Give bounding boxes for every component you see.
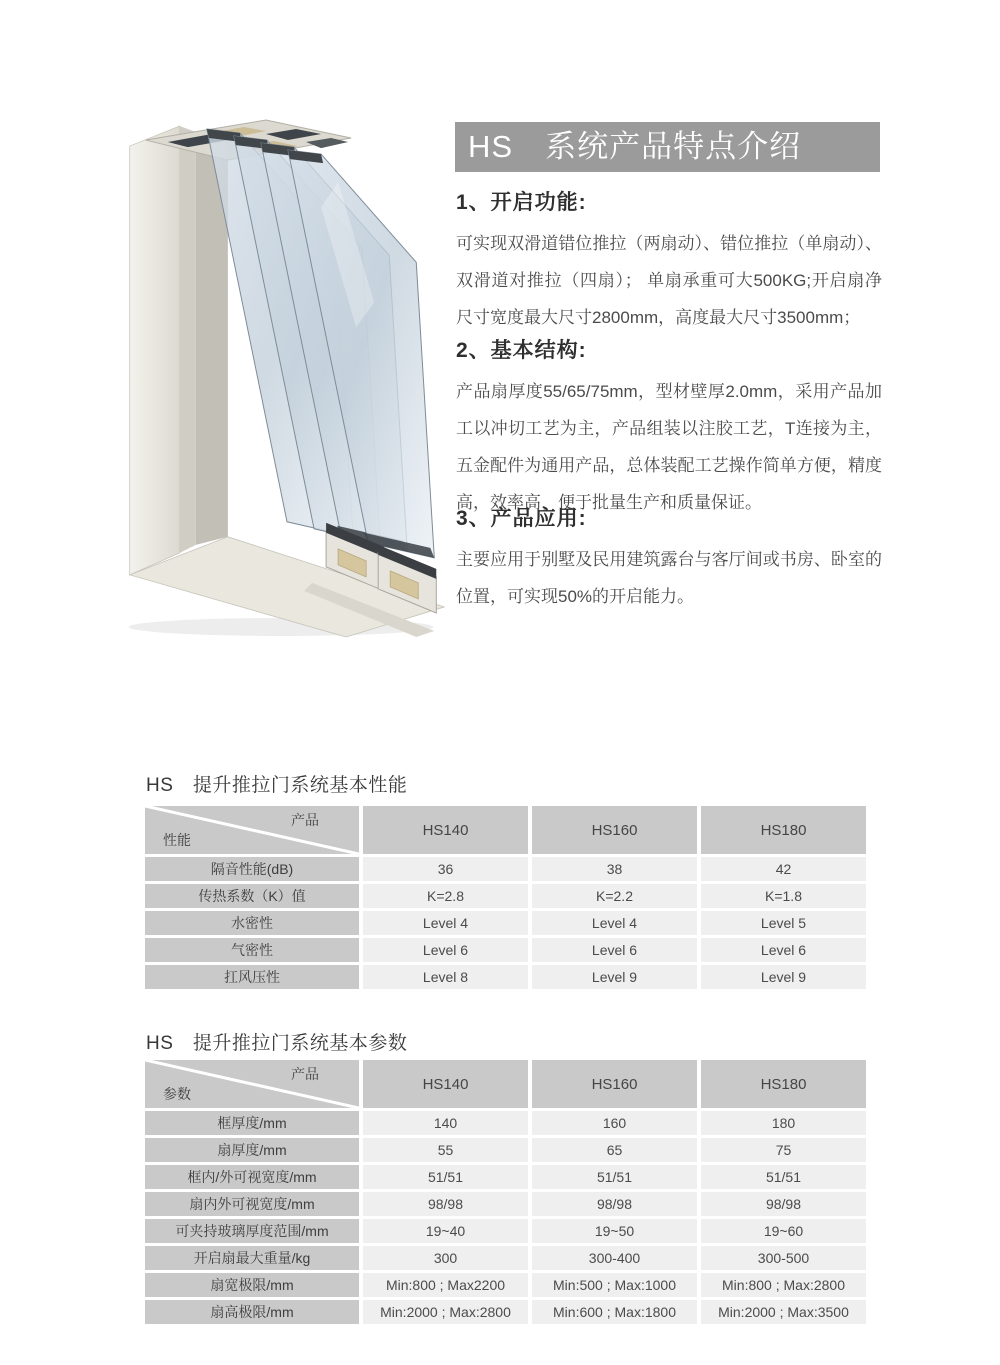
table-value: Level 4 (532, 911, 697, 935)
table-value: Min:2000 ; Max:3500 (701, 1300, 866, 1324)
table-value: Level 8 (363, 965, 528, 989)
section-opening-function (456, 186, 882, 336)
row-label: 扇宽极限/mm (145, 1273, 359, 1297)
corner-label-product: 产品 (291, 812, 319, 828)
table-value: K=1.8 (701, 884, 866, 908)
table-value: Level 6 (701, 938, 866, 962)
table-value: Min:600 ; Max:1800 (532, 1300, 697, 1324)
table-value: 300-500 (701, 1246, 866, 1270)
table-value: K=2.8 (363, 884, 528, 908)
frame-jamb (130, 126, 228, 575)
column-header: HS160 (532, 806, 697, 854)
table-value: 51/51 (701, 1165, 866, 1189)
table-value: 51/51 (532, 1165, 697, 1189)
table-value: 19~50 (532, 1219, 697, 1243)
table-value: Level 6 (363, 938, 528, 962)
row-label: 扛风压性 (145, 965, 359, 989)
section-body: 主要应用于别墅及民用建筑露台与客厅间或书房、卧室的位置，可实现50%的开启能力。 (456, 550, 882, 606)
section-product-application (456, 502, 882, 615)
row-label: 扇内外可视宽度/mm (145, 1192, 359, 1216)
table-value: 300-400 (532, 1246, 697, 1270)
row-label: 扇高极限/mm (145, 1300, 359, 1324)
row-label: 框厚度/mm (145, 1111, 359, 1135)
section-basic-structure (456, 334, 882, 521)
performance-table (145, 806, 866, 989)
table-value: 98/98 (363, 1192, 528, 1216)
row-label: 隔音性能(dB) (145, 857, 359, 881)
table-value: 51/51 (363, 1165, 528, 1189)
table-value: 160 (532, 1111, 697, 1135)
corner-header-cell (145, 1060, 359, 1108)
page-title-banner: HS 系统产品特点介绍 (455, 122, 880, 172)
table-value: Min:800 ; Max:2800 (701, 1273, 866, 1297)
table-value: Level 9 (701, 965, 866, 989)
section-body: 可实现双滑道错位推拉（两扇动）、错位推拉（单扇动）、双滑道对推拉（四扇）； 单扇承重可大500KG;开启扇净尺寸宽度最大尺寸2800mm，高度最大尺寸3500mm； (456, 234, 882, 327)
parameter-table (145, 1060, 866, 1324)
table-value: 65 (532, 1138, 697, 1162)
table-value: 36 (363, 857, 528, 881)
table-value: K=2.2 (532, 884, 697, 908)
section-heading: 2、基本结构: (456, 339, 587, 362)
table-value: Level 4 (363, 911, 528, 935)
table-value: Min:500 ; Max:1000 (532, 1273, 697, 1297)
corner-label-product: 产品 (291, 1066, 319, 1082)
row-label: 框内/外可视宽度/mm (145, 1165, 359, 1189)
window-cross-section-image (115, 112, 447, 638)
table-value: 98/98 (532, 1192, 697, 1216)
row-label: 可夹持玻璃厚度范围/mm (145, 1219, 359, 1243)
row-label: 传热系数（K）值 (145, 884, 359, 908)
row-label: 水密性 (145, 911, 359, 935)
table-value: 140 (363, 1111, 528, 1135)
column-header: HS160 (532, 1060, 697, 1108)
column-header: HS140 (363, 1060, 528, 1108)
table-value: 300 (363, 1246, 528, 1270)
section-body: 产品扇厚度55/65/75mm，型材壁厚2.0mm，采用产品加工以冲切工艺为主，产品组装以注胶工艺，T连接为主，五金配件为通用产品，总体装配工艺操作简单方便，精度高，效率高，便于批量生产和质量保证。 (456, 382, 882, 512)
column-header: HS180 (701, 1060, 866, 1108)
corner-header-cell (145, 806, 359, 854)
corner-label-performance: 性能 (163, 832, 191, 848)
table-value: Level 5 (701, 911, 866, 935)
table-value: 55 (363, 1138, 528, 1162)
parameter-table-title: HS 提升推拉门系统基本参数 (146, 1033, 408, 1054)
corner-label-parameter: 参数 (163, 1086, 191, 1102)
table-value: 180 (701, 1111, 866, 1135)
row-label: 扇厚度/mm (145, 1138, 359, 1162)
row-label: 气密性 (145, 938, 359, 962)
table-value: Min:2000 ; Max:2800 (363, 1300, 528, 1324)
section-heading: 1、开启功能: (456, 191, 587, 214)
section-heading: 3、产品应用: (456, 507, 587, 530)
column-header: HS180 (701, 806, 866, 854)
table-value: Min:800 ; Max2200 (363, 1273, 528, 1297)
performance-table-title: HS 提升推拉门系统基本性能 (146, 775, 408, 796)
table-value: 38 (532, 857, 697, 881)
row-label: 开启扇最大重量/kg (145, 1246, 359, 1270)
glass-panes (207, 129, 434, 558)
table-value: 19~60 (701, 1219, 866, 1243)
table-value: Level 6 (532, 938, 697, 962)
table-value: 19~40 (363, 1219, 528, 1243)
table-value: 75 (701, 1138, 866, 1162)
table-value: 42 (701, 857, 866, 881)
column-header: HS140 (363, 806, 528, 854)
table-value: Level 9 (532, 965, 697, 989)
table-value: 98/98 (701, 1192, 866, 1216)
